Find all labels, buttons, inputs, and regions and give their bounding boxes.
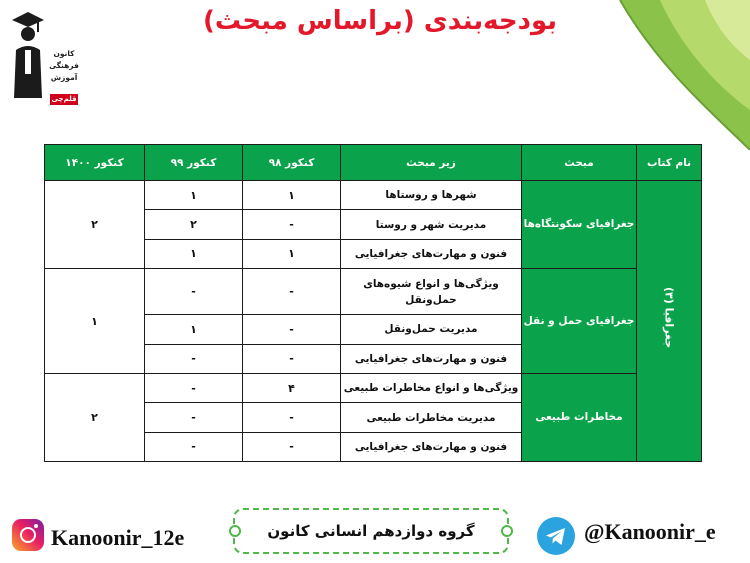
k99-cell: ۲: [145, 210, 243, 239]
logo-line: فرهنگی: [49, 61, 79, 70]
book-cell: [637, 181, 702, 462]
logo-text: [49, 48, 79, 84]
k98-cell: -: [243, 315, 341, 344]
subtopic-cell: مدیریت شهر و روستا: [341, 210, 522, 239]
k99-cell: -: [145, 269, 243, 315]
k99-cell: -: [145, 344, 243, 373]
graduate-logo-icon: [8, 10, 48, 100]
group-name-frame: [233, 508, 509, 554]
budget-table: [44, 144, 702, 462]
header-topic: مبحث: [522, 145, 637, 181]
leaf-corner-decoration: [600, 0, 750, 150]
group-name: گروه دوازدهم انسانی کانون: [267, 522, 475, 540]
k98-cell: -: [243, 344, 341, 373]
k98-cell: ۱: [243, 239, 341, 268]
subtopic-cell: ویژگی‌ها و انواع مخاطرات طبیعی: [341, 373, 522, 402]
k99-cell: ۱: [145, 181, 243, 210]
logo-badge: قلم‌چی: [51, 95, 77, 103]
table-header-row: [45, 145, 702, 181]
k99-cell: ۱: [145, 239, 243, 268]
header-k98: کنکور ۹۸: [243, 145, 341, 181]
k98-cell: ۴: [243, 373, 341, 402]
topic-cell: جغرافیای حمل و نقل: [522, 269, 637, 374]
k99-cell: -: [145, 432, 243, 461]
topic-cell: مخاطرات طبیعی: [522, 373, 637, 461]
k99-cell: -: [145, 403, 243, 432]
logo-line: کانون: [53, 49, 75, 58]
kanoon-logo: [8, 10, 79, 103]
k98-cell: -: [243, 403, 341, 432]
header-book: نام کتاب: [637, 145, 702, 181]
instagram-icon[interactable]: [12, 519, 44, 551]
k98-cell: ۱: [243, 181, 341, 210]
k99-cell: ۱: [145, 315, 243, 344]
subtopic-cell: مدیریت حمل‌ونقل: [341, 315, 522, 344]
k98-cell: -: [243, 210, 341, 239]
table-row: [45, 181, 702, 210]
page-title: بودجه‌بندی (براساس مبحث): [202, 6, 558, 36]
subtopic-cell: فنون و مهارت‌های جغرافیایی: [341, 344, 522, 373]
telegram-handle[interactable]: @Kanoonir_e: [584, 519, 716, 544]
telegram-icon[interactable]: [537, 517, 575, 555]
subtopic-cell: ویژگی‌ها و انواع شیوه‌های حمل‌ونقل: [341, 269, 522, 315]
table-row: [45, 269, 702, 315]
subtopic-cell: شهرها و روستاها: [341, 181, 522, 210]
logo-line: آموزش: [50, 73, 78, 82]
table-row: [45, 373, 702, 402]
subtopic-cell: فنون و مهارت‌های جغرافیایی: [341, 432, 522, 461]
telegram-plane-icon: [537, 517, 575, 555]
book-name: جغرافیا (۳): [662, 287, 676, 349]
instagram-handle[interactable]: Kanoonir_12e: [51, 525, 185, 550]
subtopic-cell: فنون و مهارت‌های جغرافیایی: [341, 239, 522, 268]
header-k99: کنکور ۹۹: [145, 145, 243, 181]
topic-cell: جغرافیای سکونتگاه‌ها: [522, 181, 637, 269]
k98-cell: -: [243, 269, 341, 315]
k98-cell: -: [243, 432, 341, 461]
k1400-cell: ۲: [45, 181, 145, 269]
k99-cell: -: [145, 373, 243, 402]
header-subtopic: زیر مبحث: [341, 145, 522, 181]
k1400-cell: ۱: [45, 269, 145, 374]
k1400-cell: ۲: [45, 373, 145, 461]
subtopic-cell: مدیریت مخاطرات طبیعی: [341, 403, 522, 432]
header-k1400: کنکور ۱۴۰۰: [45, 145, 145, 181]
